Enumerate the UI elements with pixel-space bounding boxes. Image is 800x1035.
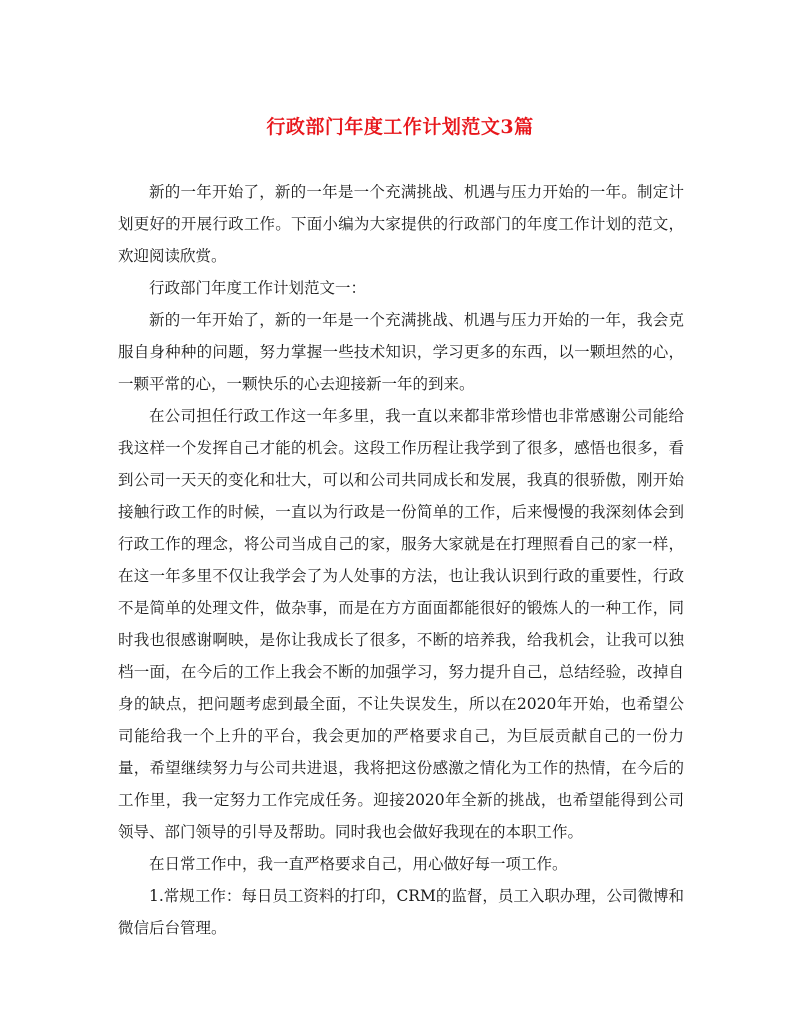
document-title: 行政部门年度工作计划范文3篇 — [266, 116, 534, 138]
paragraph-work-experience: 在公司担任行政工作这一年多里，我一直以来都非常珍惜也非常感谢公司能给我这样一个发挥自己才能的机会。这段工作历程让我学到了很多，感悟也很多，看到公司一天天的变化和壮大，可以和公司共同成长和发展，我真的很骄傲，刚开始接触行政工作的时候，一直以为行政是一份简单的工作，后来慢慢的我深刻体会到行政工作的理念，将公司当成自己的家，服务大家就是在打理照看自己的家一样，在这一年多里不仅让我学会了为人处事的方法，也让我认识到行政的重要性，行政不是简单的处理文件，做杂事，而是在方方面面都能很好的锻炼人的一种工作，同时我也很感谢啊映，是你让我成长了很多，不断的培养我，给我机会，让我可以独档一面，在今后的工作上我会不断的加强学习，努力提升自己，总结经验，改掉自身的缺点，把问题考虑到最全面，不让失误发生，所以在2020年开始，也希望公司能给我一个上升的平台，我会更加的严格要求自己，为巨辰贡献自己的一份力量，希望继续努力与公司共进退，我将把这份感激之情化为工作的热情，在今后的工作里，我一定努力工作完成任务。迎接2020年全新的挑战，也希望能得到公司领导、部门领导的引导及帮助。同时我也会做好我现在的本职工作。 — [118, 407, 684, 841]
paragraph-new-year: 新的一年开始了，新的一年是一个充满挑战、机遇与压力开始的一年，我会克服自身种种的问题，努力掌握一些技术知识，学习更多的东西，以一颗坦然的心，一颗平常的心，一颗快乐的心去迎接新一年的到来。 — [118, 311, 684, 393]
paragraph-routine-tasks: 1.常规工作：每日员工资料的打印，CRM的监督，员工入职办理，公司微博和微信后台管理。 — [118, 887, 684, 937]
paragraph-section-heading: 行政部门年度工作计划范文一： — [149, 279, 367, 297]
document-body — [118, 176, 684, 944]
paragraph-daily-work: 在日常工作中，我一直严格要求自己，用心做好每一项工作。 — [149, 855, 568, 873]
paragraph-intro: 新的一年开始了，新的一年是一个充满挑战、机遇与压力开始的一年。制定计划更好的开展行政工作。下面小编为大家提供的行政部门的年度工作计划的范文，欢迎阅读欣赏。 — [118, 183, 684, 265]
